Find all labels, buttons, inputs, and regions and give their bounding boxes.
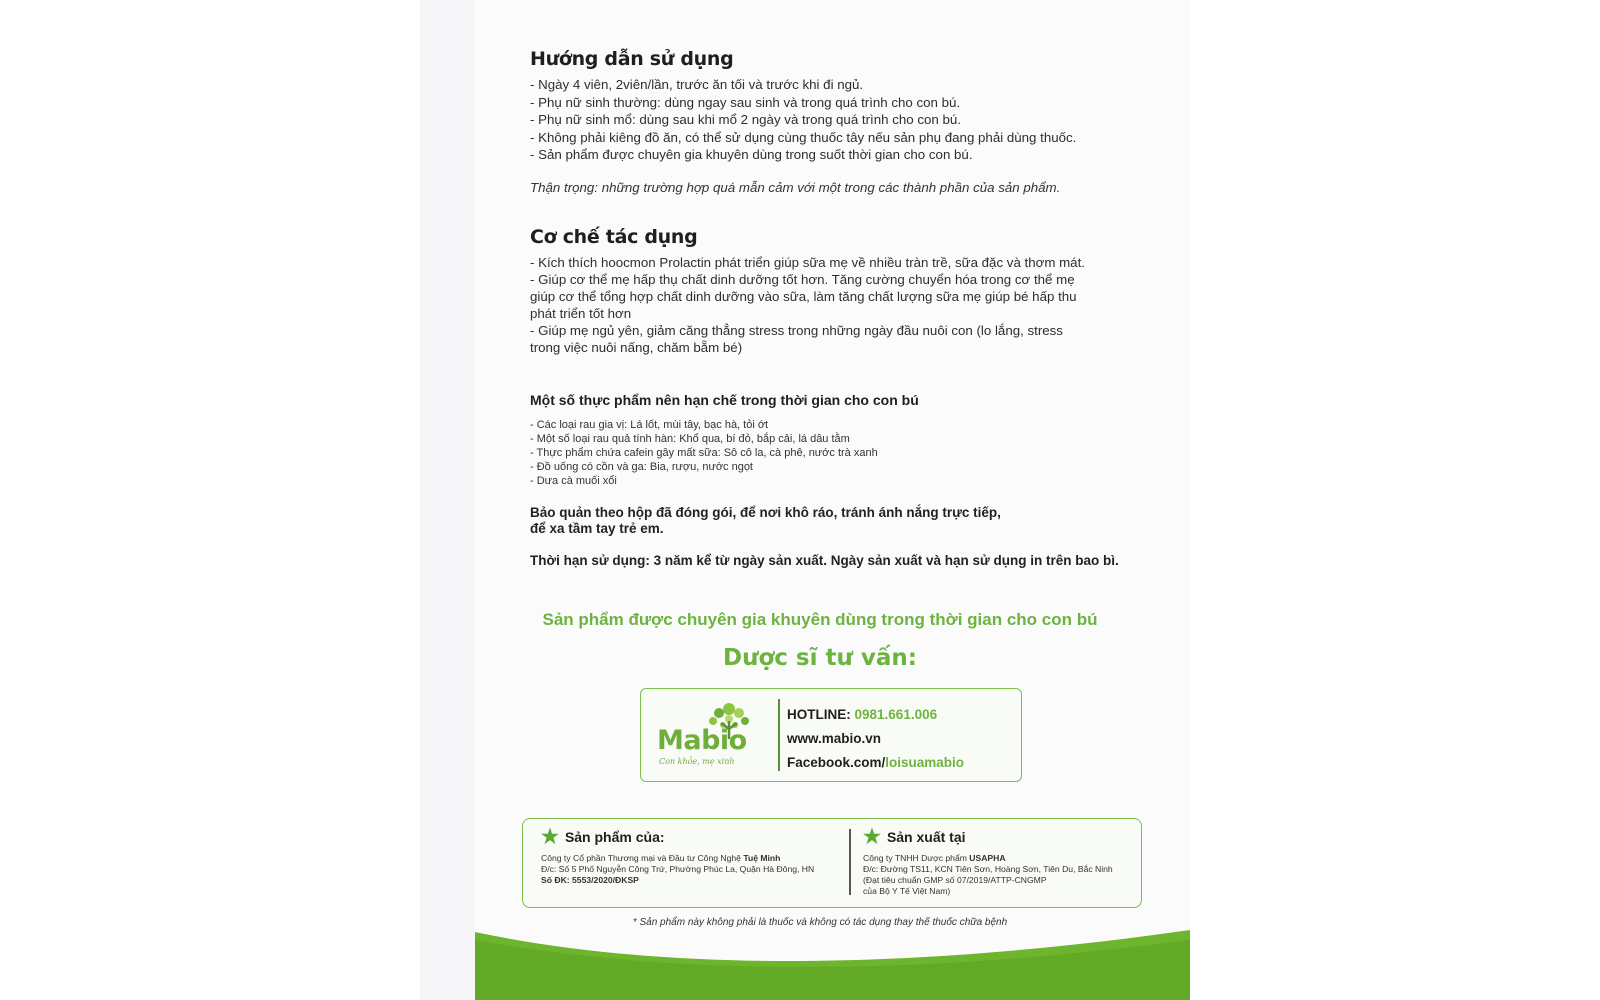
hotline-label: HOTLINE: — [787, 707, 851, 722]
list-item: Đ/c: Đường TS11, KCN Tiên Sơn, Hoàng Sơn, Tiên Du, Bắc Ninh — [863, 864, 1113, 874]
logo-slogan: Con khỏe, mẹ xinh — [659, 757, 735, 766]
product-of-block — [541, 827, 841, 886]
consult-title: Dược sĩ tư vấn: — [723, 645, 917, 671]
star-icon: ★ — [863, 826, 881, 848]
list-item: Đ/c: Số 5 Phố Nguyễn Công Trứ, Phường Phúc La, Quận Hà Đông, HN — [541, 864, 815, 874]
list-item — [541, 853, 841, 864]
maker-divider — [849, 829, 851, 895]
manufactured-at-title: Sản xuất tại — [886, 829, 966, 845]
mechanism-title: Cơ chế tác dụng — [530, 226, 698, 248]
list-item: Số ĐK: 5553/2020/ĐKSP — [541, 875, 639, 885]
usage-list — [530, 76, 1130, 164]
facebook-prefix: Facebook.com/ — [787, 755, 886, 770]
list-item: của Bộ Y Tế Việt Nam) — [863, 886, 951, 896]
product-of-details — [541, 853, 841, 886]
mechanism-section — [530, 226, 1130, 356]
list-item: - Một số loại rau quả tính hàn: Khổ qua, bí đỏ, bắp cải, lá dâu tằm — [530, 433, 850, 445]
expiry-section — [530, 553, 1150, 569]
list-item: trong việc nuôi nấng, chăm bẵm bé) — [530, 340, 743, 355]
product-of-title: Sản phẩm của: — [564, 829, 665, 845]
contact-divider — [778, 699, 780, 771]
manufactured-at-details — [863, 853, 1138, 897]
logo-text: Mabio — [657, 725, 747, 756]
manufactured-at-heading — [863, 827, 1138, 847]
maker-box — [522, 818, 1142, 908]
contact-box — [640, 688, 1022, 782]
contact-info — [787, 703, 964, 775]
list-item — [863, 853, 1138, 864]
restricted-foods-list — [530, 418, 1130, 488]
disclaimer: * Sản phẩm này không phải là thuốc và không có tác dụng thay thế thuốc chữa bệnh — [632, 917, 1008, 928]
restricted-foods-section — [530, 392, 1130, 488]
expiry-text: Thời hạn sử dụng: 3 năm kể từ ngày sản xuất. Ngày sản xuất và hạn sử dụng in trên bao bì. — [530, 553, 1119, 568]
list-item: (Đạt tiêu chuẩn GMP số 07/2019/ATTP-CNGMP — [863, 875, 1047, 885]
list-item: - Sản phẩm được chuyên gia khuyên dùng trong suốt thời gian cho con bú. — [530, 147, 973, 162]
recommend-text: Sản phẩm được chuyên gia khuyên dùng trong thời gian cho con bú — [542, 610, 1098, 629]
hotline-number: 0981.661.006 — [854, 707, 938, 722]
footer-wave — [475, 910, 1190, 1000]
list-item: - Dưa cà muối xổi — [530, 475, 617, 487]
usage-title: Hướng dẫn sử dụng — [530, 48, 734, 70]
company-prefix: Công ty TNHH Dược phẩm — [863, 853, 967, 863]
mabio-logo — [657, 699, 769, 771]
website-link: www.mabio.vn — [787, 731, 882, 746]
product-of-heading — [541, 827, 841, 847]
list-item: - Không phải kiêng đồ ăn, có thể sử dụng cùng thuốc tây nếu sản phụ đang phải dùng thuốc. — [530, 129, 1077, 145]
company-prefix: Công ty Cổ phần Thương mại và Đầu tư Công Nghệ — [541, 853, 741, 863]
list-item: - Phụ nữ sinh mổ: dùng sau khi mổ 2 ngày và trong quá trình cho con bú. — [530, 112, 961, 127]
list-item: - Kích thích hoocmon Prolactin phát triển giúp sữa mẹ về nhiều tràn trề, sữa đặc và thơm mát. — [530, 255, 1085, 270]
list-item: - Ngày 4 viên, 2viên/lần, trước ăn tối và trước khi đi ngủ. — [530, 77, 864, 92]
list-item: - Phụ nữ sinh thường: dùng ngay sau sinh và trong quá trình cho con bú. — [530, 94, 961, 110]
storage-section — [530, 505, 1130, 537]
list-item: - Thực phẩm chứa cafein gây mất sữa: Sô cô la, cà phê, nước trà xanh — [530, 447, 878, 459]
list-item: - Giúp cơ thể mẹ hấp thụ chất dinh dưỡng tốt hơn. Tăng cường chuyển hóa trong cơ thể mẹ — [530, 272, 1075, 287]
company-name: Tuệ Minh — [743, 853, 781, 863]
facebook-row — [787, 751, 964, 775]
list-item: - Giúp mẹ ngủ yên, giảm căng thẳng stress trong những ngày đầu nuôi con (lo lắng, stress — [530, 323, 1063, 338]
star-icon: ★ — [541, 826, 559, 848]
facebook-page: loisuamabio — [885, 755, 965, 770]
manufactured-at-block — [863, 827, 1138, 897]
mechanism-list — [530, 254, 1130, 356]
hotline-row — [787, 703, 964, 727]
storage-line: để xa tầm tay trẻ em. — [530, 521, 664, 536]
list-item: - Đồ uống có cồn và ga: Bia, rượu, nước ngọt — [530, 461, 753, 473]
caution-note: Thận trọng: những trường hợp quá mẫn cảm với một trong các thành phần của sản phẩm. — [530, 179, 1061, 195]
list-item: phát triển tốt hơn — [530, 306, 632, 321]
usage-section — [530, 48, 1130, 195]
company-name: USAPHA — [969, 853, 1006, 863]
restricted-foods-title: Một số thực phẩm nên hạn chế trong thời gian cho con bú — [530, 392, 919, 408]
list-item: giúp cơ thể tổng hợp chất dinh dưỡng vào sữa, làm tăng chất lượng sữa mẹ giúp bé hấp thu — [530, 289, 1077, 304]
storage-line: Bảo quản theo hộp đã đóng gói, để nơi khô ráo, tránh ánh nắng trực tiếp, — [530, 505, 1001, 520]
list-item: - Các loại rau gia vị: Lá lốt, mùi tây, bạc hà, tỏi ớt — [530, 419, 769, 431]
